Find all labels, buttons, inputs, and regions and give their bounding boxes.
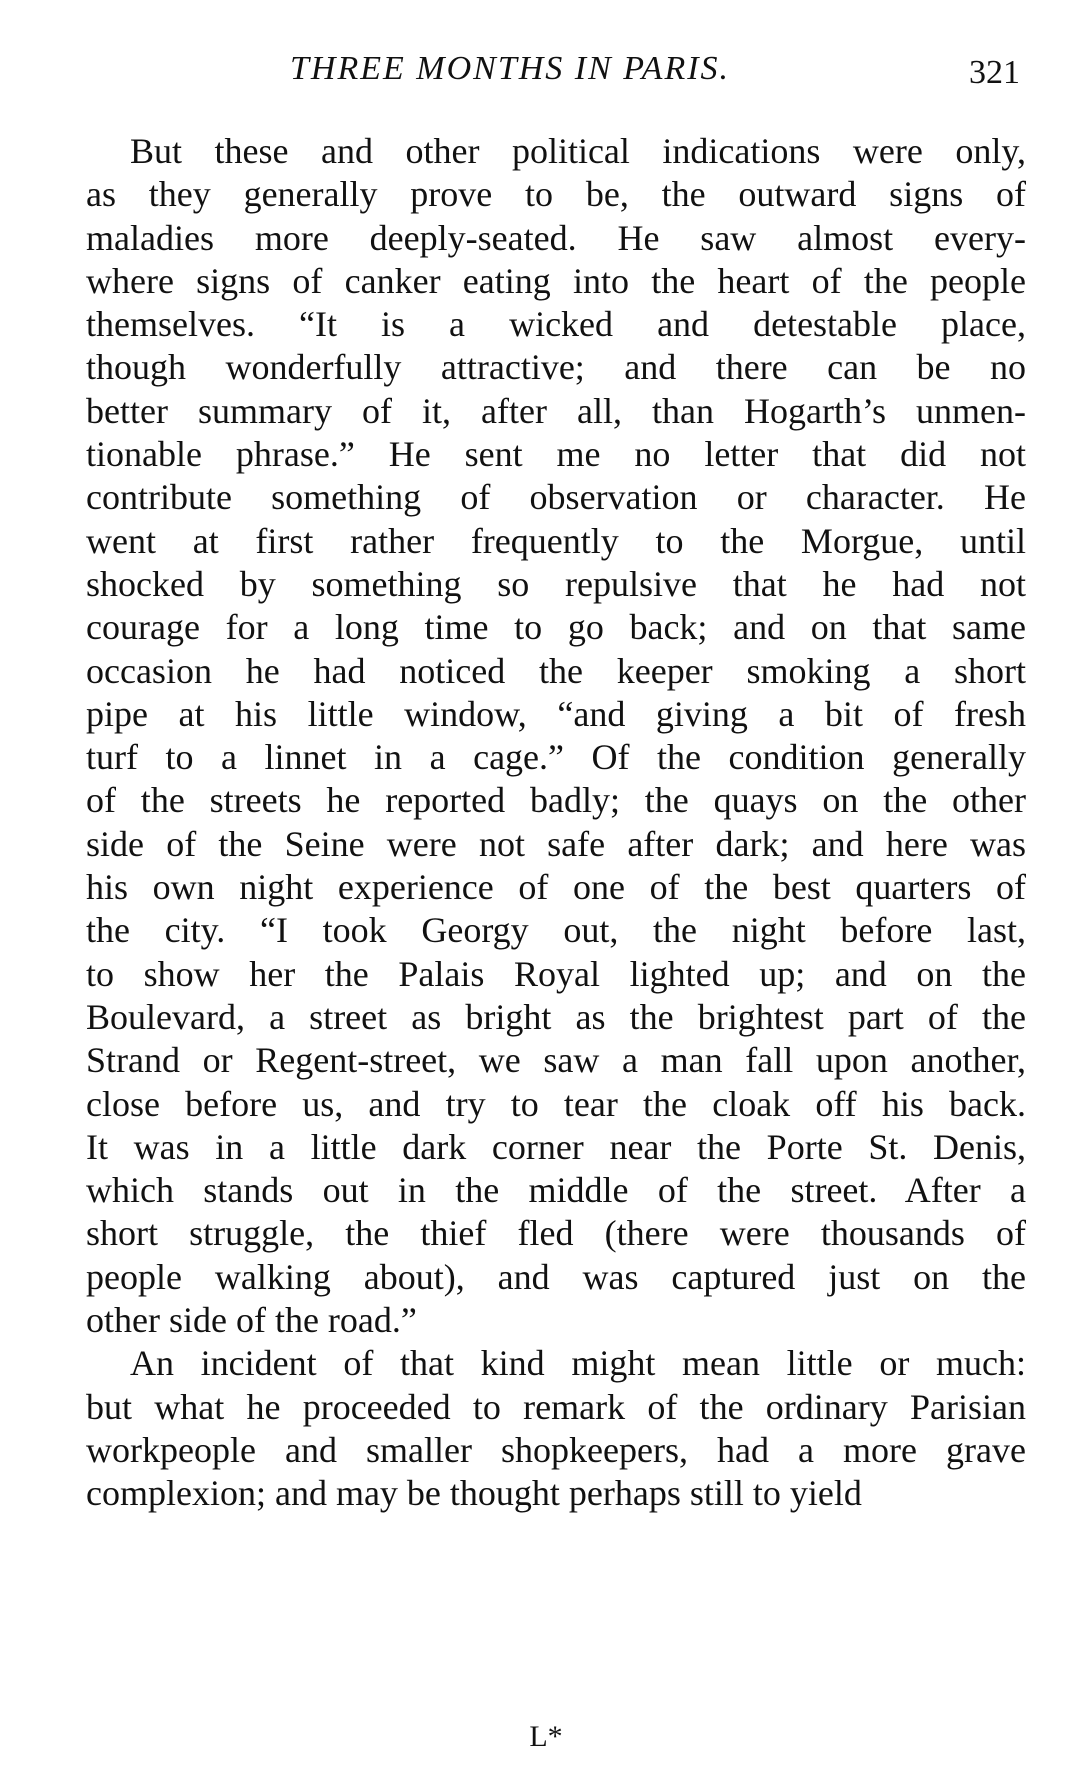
text-line: Strand or Regent-street, we saw a man fall upon another, [86,1040,1026,1081]
text-line: to show her the Palais Royal lighted up; and on the [86,953,1026,994]
text-line: went at first rather frequently to the Morgue, until [86,520,1026,561]
running-title: THREE MONTHS IN PARIS. [290,50,731,87]
text-line: which stands out in the middle of the street. After a [86,1170,1026,1211]
text-line: the city. “I took Georgy out, the night before last, [86,910,1026,951]
text-line: of the streets he reported badly; the quays on the other [86,780,1026,821]
text-line: people walking about), and was captured just on the [86,1256,1026,1297]
text-line: turf to a linnet in a cage.” Of the condition generally [86,737,1026,778]
text-line: But these and other political indications were only, [130,131,1026,171]
text-line: contribute something of observation or character. He [86,477,1026,518]
text-line: An incident of that kind might mean little or much: [130,1343,1026,1384]
text-line: better summary of it, after all, than Hogarth’s unmen- [86,390,1026,431]
signature-mark: L* [529,1720,563,1753]
text-line: tionable phrase.” He sent me no letter that did not [86,434,1026,475]
text-line: short struggle, the thief fled (there were thousands of [86,1213,1026,1254]
text-line: where signs of canker eating into the heart of the people [86,260,1026,301]
text-line: pipe at his little window, “and giving a bit of fresh [86,693,1026,734]
text-line: side of the Seine were not safe after dark; and here was [86,823,1026,864]
text-line: his own night experience of one of the best quarters of [86,867,1026,908]
text-line: though wonderfully attractive; and there can be no [86,347,1026,388]
text-line: maladies more deeply-seated. He saw almost every- [86,217,1026,258]
running-head [90,50,1020,96]
page-number: 321 [969,54,1020,91]
text-line: It was in a little dark corner near the Porte St. Denis, [86,1126,1026,1167]
text-line: Boulevard, a street as bright as the brightest part of the [86,996,1026,1037]
text-line: occasion he had noticed the keeper smoking a short [86,650,1026,691]
text-line: themselves. “It is a wicked and detestable place, [86,304,1026,345]
text-line: but what he proceeded to remark of the ordinary Parisian [86,1386,1026,1427]
text-line: shocked by something so repulsive that he had not [86,563,1026,604]
text-line: workpeople and smaller shopkeepers, had a more grave [86,1429,1026,1470]
body-text [86,130,1026,1516]
text-line: as they generally prove to be, the outward signs of [86,174,1026,215]
text-line: close before us, and try to tear the cloak off his back. [86,1083,1026,1124]
text-line: complexion; and may be thought perhaps still to yield [86,1473,862,1514]
text-line: other side of the road.” [86,1300,417,1341]
text-line: courage for a long time to go back; and on that same [86,607,1026,648]
